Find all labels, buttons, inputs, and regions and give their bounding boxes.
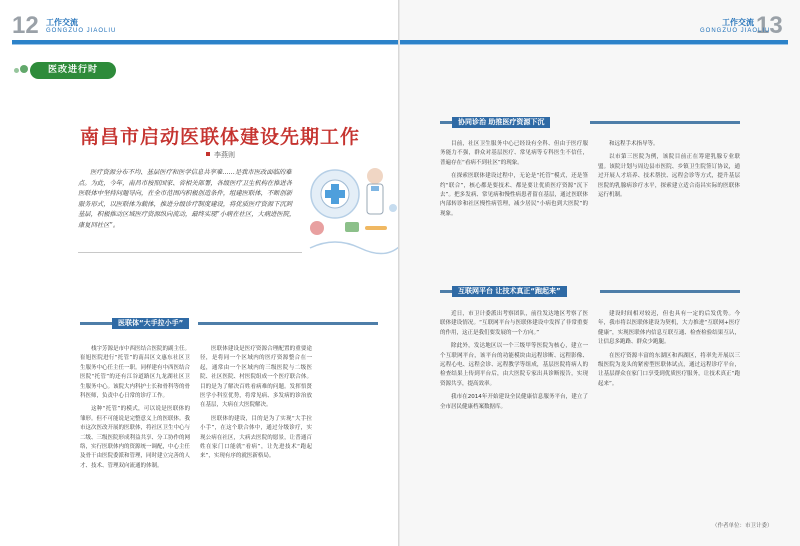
column-1 bbox=[80, 345, 190, 471]
right-section-subtitle: GONGZUO JIAOLIU bbox=[700, 28, 771, 34]
column-4-paragraph-2: 以市第三医院为例，该院目前正在筹建乳腺专业联盟。该院计划与周边县市医院、乡镇卫生院签订协议，通过开展人才培养、技术帮扶、远程会诊等方式，提升基层医院的乳腺病诊疗水平，探索建立适合南昌实际的医联体运行机制。 bbox=[598, 154, 740, 199]
left-section-title: 工作交流 bbox=[46, 18, 78, 27]
column-3-paragraph-2: 在探索医联体建设过程中，无论是“托管”模式，还是签约“联合”，核心都是要技术、都是要让优质医疗资源“沉下去”。把多发病、常见病和慢性病患者留在基层，通过医联体内部转诊和社区慢性病管理，减少居民“小病也到大医院”的现象。 bbox=[440, 173, 588, 217]
author-credit: （作者单位：市卫计委） bbox=[712, 523, 773, 529]
column-6-paragraph-1: 建设时间相对较迟，但也具有一定的后发优势。今年，我市将以医联体建设为契机，大力推进“互联网+医疗健康”，实现医联体内信息互联互通、检查检验结果互认，让信息多跑路、群众少跑腿。 bbox=[598, 311, 740, 346]
column-5 bbox=[440, 310, 588, 412]
article-byline: 李燕则 bbox=[214, 151, 235, 159]
column-6 bbox=[598, 310, 740, 389]
lead-divider bbox=[78, 252, 302, 253]
column-5-paragraph-3: 我市在2014年开始建设全民健康信息服务平台，建立了全市居民健康档案数据库。 bbox=[440, 394, 588, 410]
column-1-paragraph-2: 这种“托管”的模式，可以说是医联体的雏形。但不可能说是完整意义上的医联体。我市这次医改开展的医联体，将社区卫生中心与二级、三级医院形成利益共享、分工协作的网络，实行医联体内的资源统一调配，中心主任及骨干由医院委派和管理，同时建立完善的人才、技术、管理双向流通的体制。 bbox=[80, 406, 191, 469]
section-heading-2-label: 协同诊治 助推医疗资源下沉 bbox=[452, 117, 550, 128]
column-1-paragraph-1: 栈宇芳源是市中西医结合医院的副主任。崔旭医院进行“托管”的南昌区文惠东社区卫生服务中心任主任一职。同样建有中西医结合医院“托管”的还有江谷道路区九龙湖社区卫生服务中心。该院大内科护士长和骨科等的骨科医师，负责中心日常的诊疗工作。 bbox=[80, 346, 191, 400]
column-5-paragraph-2: 除此外，发达地区以一个三级甲等医院为核心，建立一个互联网平台，该平台的功能模块由远程诊断、远程影像、远程心电、远程会诊、远程教学等组成，基层医院将病人的检查结果上传到平台后，由大医院专家出具诊断报告，实现资源共享，提高效率。 bbox=[440, 343, 588, 387]
section-heading-3 bbox=[440, 286, 740, 297]
byline-marker bbox=[206, 152, 210, 156]
column-2-paragraph-1: 医联体建设是医疗资源合理配置的重要途径，是将同一个区域内的医疗资源整合在一起，通常由一个区域内的三级医院与二级医院、社区医院、村医院组成一个医疗联合体。目的是为了解决百姓看病难的问题。发挥悟贤医学小科室优势，将常见病、多发病的诊治放在基层，大病在大医院解决。 bbox=[200, 346, 312, 409]
section-heading-1 bbox=[80, 318, 380, 329]
column-2-paragraph-2: 医联体的建设，目的是为了实现“大手拉小手”，在这个联合体中，通过分级诊疗，实现公病在社区，大病去医院的愿景，让普通百姓在家门口能就“看病”，让先进技术“跑起来”，实现有序的就医新格局。 bbox=[200, 415, 312, 460]
article-title: 南昌市启动医联体建设先期工作 bbox=[80, 126, 361, 148]
medical-illustration bbox=[305, 156, 400, 256]
section-heading-1-label: 医联体“大手拉小手” bbox=[112, 318, 189, 329]
right-page-number: 13 bbox=[756, 12, 783, 39]
section-heading-3-label: 互联网平台 让技术真正“跑起来” bbox=[452, 286, 567, 297]
column-4-paragraph-1: 和远程手术指导等。 bbox=[609, 141, 659, 147]
column-3-paragraph-1: 目前，社区卫生服务中心已经设有全科、但由于医疗服务能力不强，群众对基层医疗、常见病等专科医生不信任，普遍存在“看病不到社区”的现象。 bbox=[440, 141, 588, 166]
section-badge: 医改进行时 bbox=[30, 62, 116, 79]
column-4 bbox=[598, 140, 740, 200]
left-page-number: 12 bbox=[12, 12, 39, 39]
column-5-paragraph-1: 近日，市卫计委派出考察团队，前往发达地区考察了医联体建设情况。“互联网平台与医联体建设中发挥了非常重要的作用，这正是我们要发展的一个方向。” bbox=[440, 311, 588, 336]
left-section-subtitle: GONGZUO JIAOLIU bbox=[46, 28, 117, 34]
left-header-rule bbox=[12, 44, 400, 45]
article-lead: 医疗资源分布不均、基层医疗和医学信息共享难……是我市医改面临的难点。为此，今年，南昌市按照国家、省相关部署，各级医疗卫生机构在推进各医联体中坚持问题导向，在全市范围内积极创造条件，组建医联体，不断创新服务形式，以医联体为载体，推进分级诊疗制度建设，将优质医疗资源下沉到基层，积极推动区域医疗资源纵向流动，最终实现“小病在社区，大病进医院，康复回社区”。 bbox=[78, 169, 296, 229]
section-heading-2 bbox=[440, 117, 740, 128]
right-page bbox=[400, 0, 800, 546]
column-6-paragraph-2: 在医疗资源丰富的东湖区和西湖区，将率先开展以三级医院为龙头的紧密型医联体试点，通过远程诊疗平台，让基层群众在家门口享受到优质医疗服务，让技术真正“跑起来”。 bbox=[598, 352, 740, 387]
column-3 bbox=[440, 140, 588, 219]
right-header-rule bbox=[400, 44, 788, 45]
right-section-title: 工作交流 bbox=[722, 18, 754, 27]
column-2 bbox=[200, 345, 312, 462]
